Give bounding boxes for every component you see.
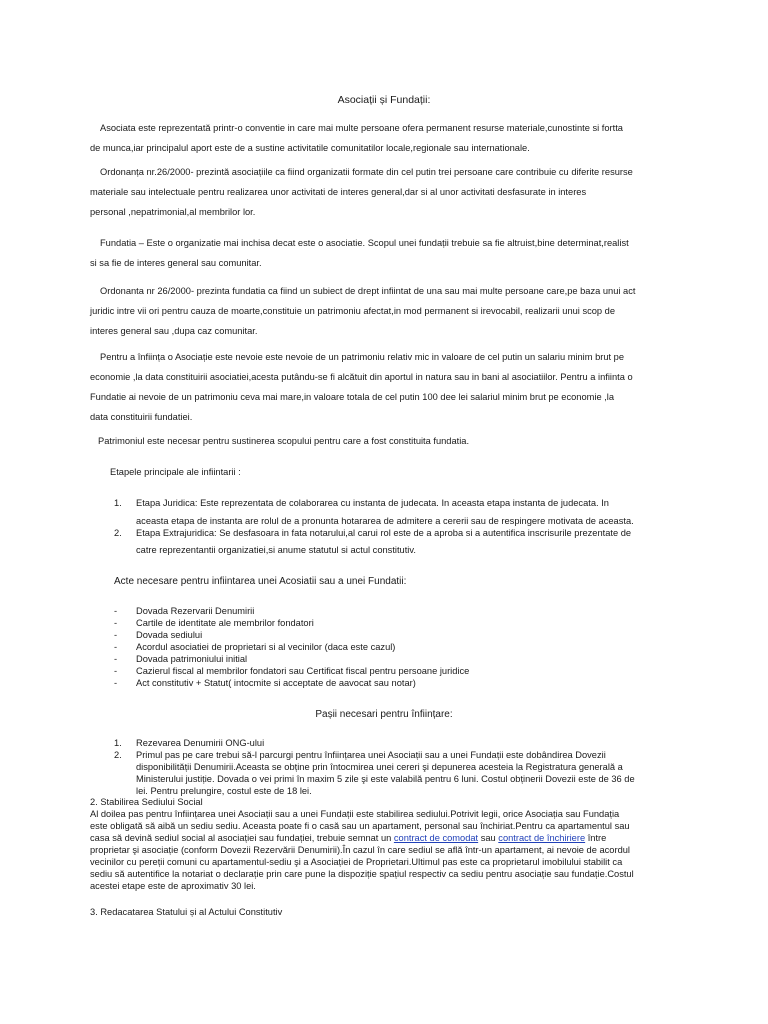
contract-inchiriere-link[interactable]: contract de închiriere bbox=[498, 833, 586, 843]
list-item: Dovada patrimoniului initial bbox=[136, 654, 248, 664]
bullet-dash: - bbox=[114, 666, 118, 676]
acte-heading: Acte necesare pentru infiintarea unei Acosiatii sau a unei Fundatii: bbox=[114, 576, 407, 587]
intro-paragraph bbox=[90, 118, 690, 158]
list-number: 1. bbox=[114, 498, 122, 508]
list-item: Cartile de identitate ale membrilor fondatori bbox=[136, 618, 314, 628]
list-item-line: Etapa Extrajuridica: Se desfasoara in fata notarului,al carui rol este de a aproba si a autentifica inscrisurile prezentate de bbox=[136, 528, 632, 538]
text-line: este obligată să aibă un sediu sediu. Aceasta poate fi o casă sau un apartament, personal sau închiriat.Pentru ca apartamentul sau bbox=[90, 821, 630, 831]
text-line: de munca,iar principalul aport este de a sustine activitatile comunitatilor locale,regionale sau internationale. bbox=[90, 143, 530, 153]
text-line: economie ,la data constituirii asociatiei,acesta putându-se fi alcătuit din aportul in natura sau in bani al asociatiilor. Pentru a infiinta o bbox=[90, 372, 633, 382]
ordonanta-fundatie-paragraph bbox=[90, 281, 690, 341]
fundatia-paragraph bbox=[90, 233, 690, 273]
bullet-dash: - bbox=[114, 630, 118, 640]
contract-comodat-link[interactable]: contract de comodat bbox=[393, 833, 479, 843]
bullet-dash: - bbox=[114, 678, 118, 688]
list-number: 1. bbox=[114, 738, 122, 748]
sediu-heading: 2. Stabilirea Sediului Social bbox=[90, 797, 203, 807]
text-line: Pentru a înființa o Asociație este nevoie este nevoie de un patrimoniu relativ mic in valoare de cel putin un salariu minim brut pe bbox=[100, 352, 625, 362]
bullet-dash: - bbox=[114, 618, 118, 628]
ordonanta-asociatii-paragraph bbox=[90, 162, 690, 222]
list-item: Dovada sediului bbox=[136, 630, 203, 640]
bullet-dash: - bbox=[114, 654, 118, 664]
text-line: proprietar şi asociație (conform Dovezii Rezervării Denumirii).În cazul în care sediul se află într-un apartament, ai nevoie de acordul bbox=[90, 845, 630, 855]
text-line: materiale sau intelectuale pentru realizarea unor activitati de interes general,dar si al unor activitati desfasurate in interes bbox=[90, 187, 587, 197]
pasi-heading: Pașii necesari pentru înființare: bbox=[315, 709, 453, 720]
text-line: acestei etape este de aproximativ 30 lei. bbox=[90, 881, 256, 891]
list-item: Act constitutiv + Statut( intocmite si acceptate de aavocat sau notar) bbox=[136, 678, 416, 688]
text-line: Fundatia – Este o organizatie mai inchisa decat este o asociatie. Scopul unei fundații trebuie sa fie altruist,bine determinat,realist bbox=[100, 238, 629, 248]
statut-heading: 3. Redacatarea Statului și al Actului Constitutiv bbox=[90, 907, 283, 917]
list-item: Acordul asociatiei de proprietari si al vecinilor (daca este cazul) bbox=[136, 642, 396, 652]
text-line: vecinilor cu pereții comuni cu apartamentul-sediu şi a Asociației de Proprietari.Ultimul pas este ca proprietarul imobilului stabilit ca bbox=[90, 857, 623, 867]
text-line: interes general sau ,dupa caz comunitar. bbox=[90, 326, 258, 336]
text-fragment: între bbox=[585, 833, 607, 843]
page-title: Asociații și Fundații: bbox=[337, 94, 431, 106]
list-item-line: catre reprezentantii organizatiei,si anume statutul si actul constitutiv. bbox=[136, 545, 416, 555]
text-line: Ordonanța nr.26/2000- prezintă asociațiile ca fiind organizatii formate din cel putin trei persoane care contribuie cu diferite resurse bbox=[100, 167, 633, 177]
text-line: Fundatie ai nevoie de un patrimoniu ceva mai mare,in valoare totala de cel putin 100 dee lei salariul minim brut pe economie ,la bbox=[90, 392, 615, 402]
text-line: juridic intre vii ori pentru cauza de moarte,constituie un patrimoniu afectat,in mod permanent si irevocabil, realizarii unui scop de bbox=[90, 306, 616, 316]
list-item-line: disponibilității Denumirii.Aceasta se obține prin întocmirea unei cereri şi depunerea acesteia la Registratura generală a bbox=[136, 762, 623, 772]
bullet-dash: - bbox=[114, 642, 118, 652]
text-line: data constituirii fundatiei. bbox=[90, 412, 193, 422]
patrimoniu-paragraph: Patrimoniul este necesar pentru sustinerea scopului pentru care a fost constituita fundatia. bbox=[98, 436, 470, 446]
list-item-line: Ministerului justiție. Dovada o vei primi în maxim 5 zile şi este valabilă pentru 6 luni. Costul obținerii Dovezii este de 36 de bbox=[136, 774, 635, 784]
bullet-dash: - bbox=[114, 606, 118, 616]
list-item: Cazierul fiscal al membrilor fondatori sau Certificat fiscal pentru persoane juridice bbox=[136, 666, 470, 676]
list-item-line: Primul pas pe care trebui să-l parcurgi pentru înființarea unei Asociații sau a unei Fundații este dobândirea Dovezii bbox=[136, 750, 606, 760]
list-item-line: aceasta etapa de instanta are rolul de a pronunta hotararea de admitere a cererii sau de respingere motivata de aceasta. bbox=[136, 516, 634, 526]
text-line: Ordonanta nr 26/2000- prezinta fundatia ca fiind un subiect de drept infiintat de una sau mai multe persoane care,pe baza unui act bbox=[100, 286, 636, 296]
text-line: si sa fie de interes general sau comunitar. bbox=[90, 258, 262, 268]
list-number: 2. bbox=[114, 528, 122, 538]
list-item: Dovada Rezervarii Denumirii bbox=[136, 606, 255, 616]
text-line bbox=[90, 833, 606, 843]
text-fragment: sau bbox=[478, 833, 499, 843]
list-item-line: lei. Pentru prelungire, costul este de 18 lei. bbox=[136, 786, 312, 796]
text-line: Asociata este reprezentată printr-o conventie in care mai multe persoane ofera permanent resurse materiale,cunostinte si fortta bbox=[100, 123, 623, 133]
list-item: Rezevarea Denumirii ONG-ului bbox=[136, 738, 265, 748]
text-line: personal ,nepatrimonial,al membrilor lor. bbox=[90, 207, 256, 217]
text-line: sediu să autentifice la notariat o declarație prin care pune la dispoziție spațiul respectiv ca sediu pentru asociație sau fundație.Costul bbox=[90, 869, 634, 879]
text-fragment: casa să devină sediul social al asociației sau fundației, trebuie semnat un bbox=[90, 833, 394, 843]
list-item-line: Etapa Juridica: Este reprezentata de colaborarea cu instanta de judecata. In aceasta etapa instanta de judecata. In bbox=[136, 498, 609, 508]
infiintare-paragraph bbox=[90, 347, 690, 427]
etape-heading: Etapele principale ale infiintarii : bbox=[110, 467, 241, 477]
list-number: 2. bbox=[114, 750, 122, 760]
text-line: Al doilea pas pentru înființarea unei Asociații sau a unei Fundații este stabilirea sediului.Potrivit legii, orice Asociația sau Fundația bbox=[90, 809, 620, 819]
